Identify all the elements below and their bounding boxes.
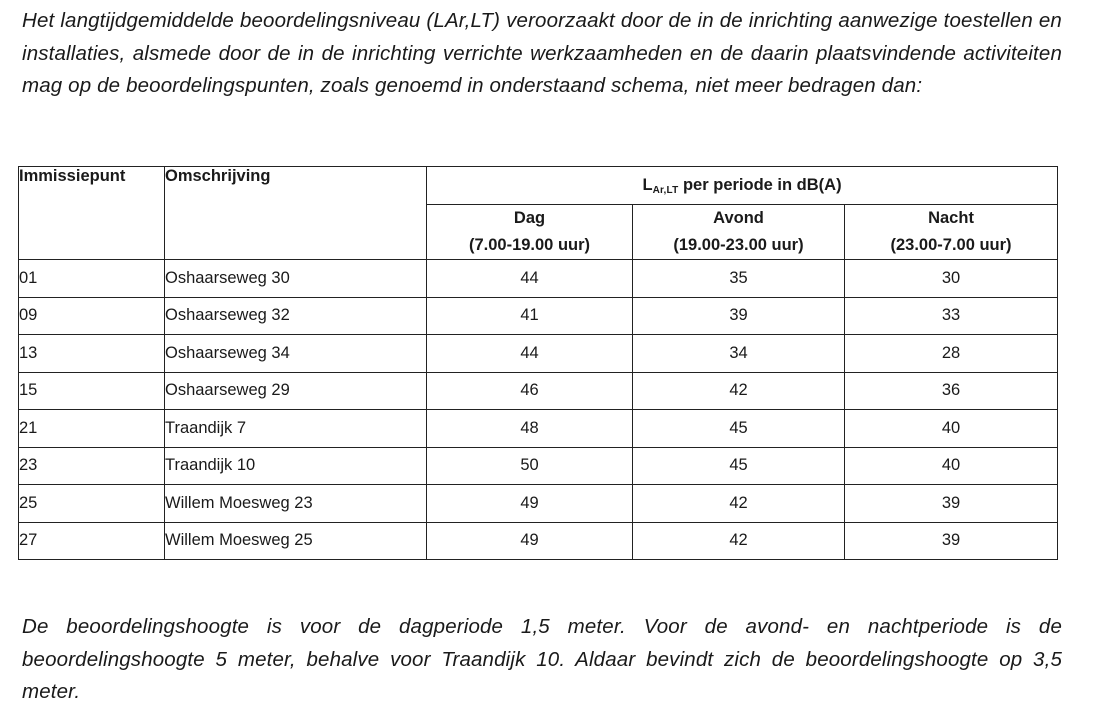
table-header-row <box>19 167 1058 205</box>
cell-day: 44 <box>427 260 633 298</box>
table-row <box>19 410 1058 448</box>
cell-description: Oshaarseweg 30 <box>165 260 427 298</box>
cell-day: 48 <box>427 410 633 448</box>
table-row <box>19 522 1058 560</box>
cell-point: 27 <box>19 522 165 560</box>
cell-point: 23 <box>19 447 165 485</box>
cell-description: Oshaarseweg 34 <box>165 335 427 373</box>
cell-point: 25 <box>19 485 165 523</box>
header-night <box>845 205 1058 260</box>
header-omschrijving: Omschrijving <box>165 167 427 260</box>
header-period-subscript: Ar,LT <box>652 185 679 196</box>
cell-description: Willem Moesweg 25 <box>165 522 427 560</box>
cell-night: 28 <box>845 335 1058 373</box>
cell-night: 36 <box>845 372 1058 410</box>
header-evening-hours: (19.00-23.00 uur) <box>673 236 804 254</box>
header-day <box>427 205 633 260</box>
cell-description: Traandijk 7 <box>165 410 427 448</box>
header-period-l: L <box>642 176 653 194</box>
cell-point: 21 <box>19 410 165 448</box>
cell-description: Traandijk 10 <box>165 447 427 485</box>
cell-point: 09 <box>19 297 165 335</box>
cell-evening: 39 <box>633 297 845 335</box>
intro-paragraph: Het langtijdgemiddelde beoordelingsniveau (LAr,LT) veroorzaakt door de in de inrichting aanwezige toestellen en installaties, alsmede door de in de inrichting verrichte werkzaamheden en de daarin plaatsvindende activiteiten mag op de beoordelingspunten, zoals genoemd in onderstaand schema, niet meer bedragen dan: <box>22 9 1062 97</box>
table-row <box>19 260 1058 298</box>
cell-evening: 45 <box>633 447 845 485</box>
cell-evening: 45 <box>633 410 845 448</box>
table-row <box>19 297 1058 335</box>
cell-night: 40 <box>845 447 1058 485</box>
table-row <box>19 372 1058 410</box>
header-period-rest: per periode in dB(A) <box>678 176 842 194</box>
cell-night: 39 <box>845 522 1058 560</box>
cell-night: 39 <box>845 485 1058 523</box>
cell-day: 46 <box>427 372 633 410</box>
cell-evening: 42 <box>633 485 845 523</box>
outro-paragraph: De beoordelingshoogte is voor de dagperiode 1,5 meter. Voor de avond- en nachtperiode is de beoordelingshoogte 5 meter, behalve voor Traandijk 10. Aldaar bevindt zich de beoordelingshoogte op 3,5 meter. <box>22 615 1062 703</box>
cell-evening: 42 <box>633 522 845 560</box>
header-night-hours: (23.00-7.00 uur) <box>890 236 1012 254</box>
cell-day: 41 <box>427 297 633 335</box>
cell-night: 40 <box>845 410 1058 448</box>
noise-limits-table <box>18 166 1058 560</box>
header-evening-label: Avond <box>713 209 764 227</box>
cell-evening: 35 <box>633 260 845 298</box>
cell-description: Oshaarseweg 32 <box>165 297 427 335</box>
cell-description: Oshaarseweg 29 <box>165 372 427 410</box>
table-row <box>19 485 1058 523</box>
cell-day: 49 <box>427 522 633 560</box>
cell-day: 49 <box>427 485 633 523</box>
cell-day: 44 <box>427 335 633 373</box>
header-period <box>427 167 1058 205</box>
cell-evening: 34 <box>633 335 845 373</box>
cell-night: 30 <box>845 260 1058 298</box>
cell-evening: 42 <box>633 372 845 410</box>
cell-day: 50 <box>427 447 633 485</box>
cell-point: 15 <box>19 372 165 410</box>
table-row <box>19 447 1058 485</box>
header-day-hours: (7.00-19.00 uur) <box>468 236 591 254</box>
cell-description: Willem Moesweg 23 <box>165 485 427 523</box>
cell-night: 33 <box>845 297 1058 335</box>
cell-point: 01 <box>19 260 165 298</box>
header-day-label: Dag <box>513 209 546 227</box>
header-evening <box>633 205 845 260</box>
cell-point: 13 <box>19 335 165 373</box>
header-immissiepunt: Immissiepunt <box>19 167 165 260</box>
header-night-label: Nacht <box>928 209 974 227</box>
table-row <box>19 335 1058 373</box>
